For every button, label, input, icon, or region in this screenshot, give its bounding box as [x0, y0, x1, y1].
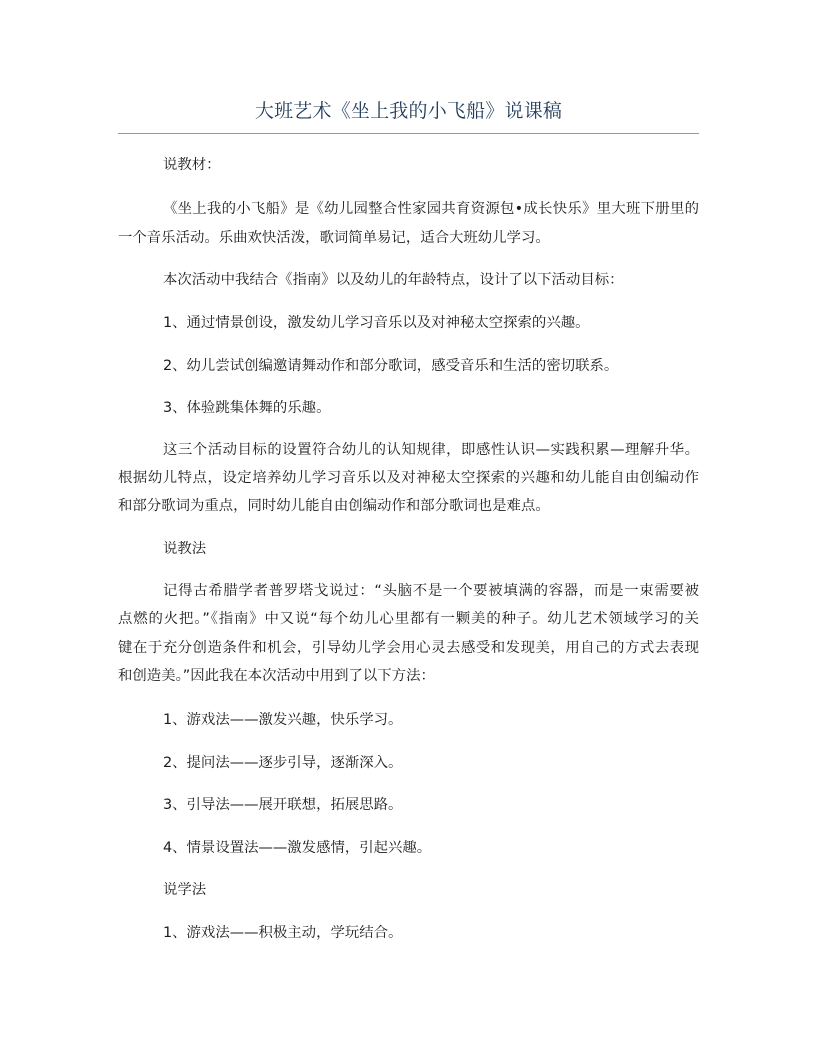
section-heading-learning-method: 说学法	[163, 882, 207, 898]
paragraph-line: 一个音乐活动。乐曲欢快活泼，歌词简单易记，适合大班幼儿学习。	[118, 230, 550, 246]
paragraph-line: 点燃的火把。”《指南》中又说“每个幼儿心里都有一颗美的种子。幼儿艺术领域学习的关	[118, 611, 699, 627]
title-underline-divider	[118, 133, 699, 134]
paragraph-line: 这三个活动目标的设置符合幼儿的认知规律，即感性认识—实践积累—理解升华。	[163, 442, 699, 458]
method-item-4: 4、情景设置法——激发感情，引起兴趣。	[163, 840, 432, 856]
paragraph-line: 本次活动中我结合《指南》以及幼儿的年龄特点，设计了以下活动目标：	[163, 272, 624, 288]
method-item-1: 1、游戏法——激发兴趣，快乐学习。	[163, 712, 403, 728]
section-heading-teaching-method: 说教法	[163, 541, 207, 557]
goal-item-1: 1、通过情景创设，激发幼儿学习音乐以及对神秘太空探索的兴趣。	[163, 315, 590, 331]
method-item-3: 3、引导法——展开联想，拓展思路。	[163, 797, 403, 813]
learning-method-item-1: 1、游戏法——积极主动，学玩结合。	[163, 925, 403, 941]
paragraph-line: 《坐上我的小飞船》是《幼儿园整合性家园共育资源包•成长快乐》里大班下册里的	[163, 201, 699, 217]
page-title: 大班艺术《坐上我的小飞船》说课稿	[254, 100, 563, 122]
goal-item-2: 2、幼儿尝试创编邀请舞动作和部分歌词，感受音乐和生活的密切联系。	[163, 358, 619, 374]
method-item-2: 2、提问法——逐步引导，逐渐深入。	[163, 755, 403, 771]
paragraph-line: 和部分歌词为重点，同时幼儿能自由创编动作和部分歌词也是难点。	[118, 498, 550, 514]
section-heading-teaching-material: 说教材：	[163, 157, 221, 173]
paragraph-line: 根据幼儿特点，设定培养幼儿学习音乐以及对神秘太空探索的兴趣和幼儿能自由创编动作	[118, 470, 699, 486]
goal-item-3: 3、体验跳集体舞的乐趣。	[163, 400, 331, 416]
paragraph-line: 和创造美。”因此我在本次活动中用到了以下方法：	[118, 668, 435, 684]
paragraph-line: 记得古希腊学者普罗塔戈说过：“头脑不是一个要被填满的容器，而是一束需要被	[163, 583, 699, 599]
paragraph-line: 键在于充分创造条件和机会，引导幼儿学会用心灵去感受和发现美，用自己的方式去表现	[118, 640, 699, 656]
